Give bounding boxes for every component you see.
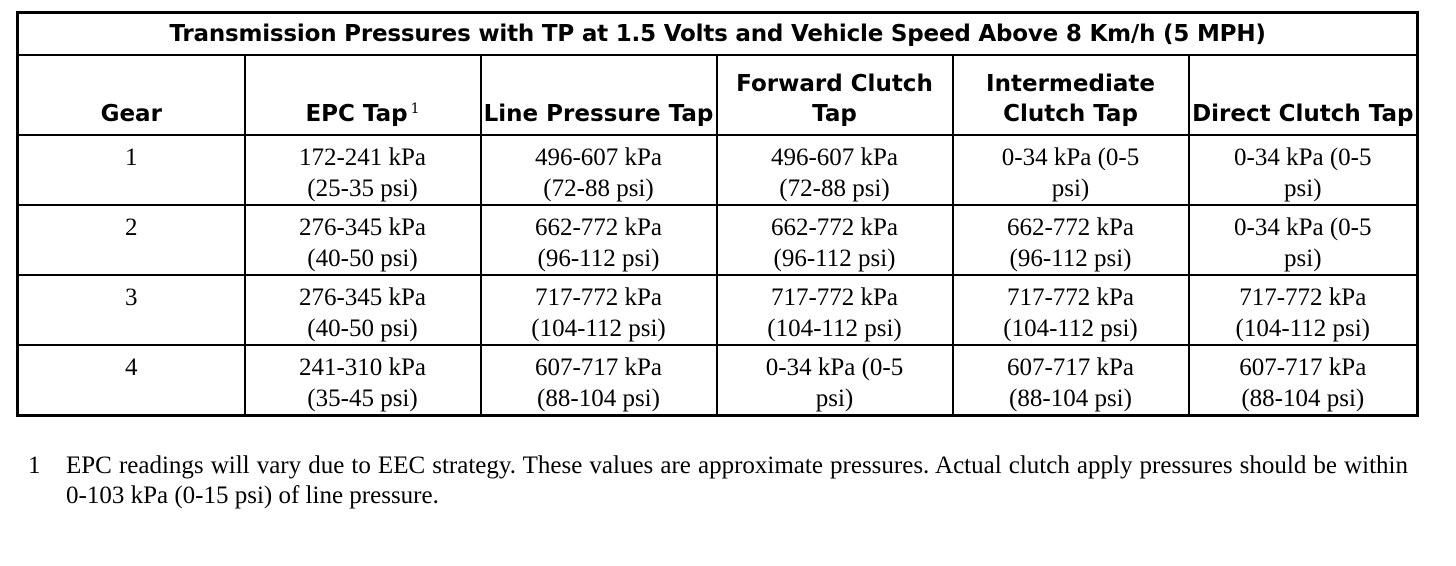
epc-cell: 172-241 kPa (25-35 psi)	[245, 135, 481, 205]
gear-cell: 2	[18, 205, 245, 275]
pressure-table-container	[16, 11, 1416, 417]
footnote-reference: 1	[410, 101, 420, 117]
forward-clutch-cell: 717-772 kPa (104-112 psi)	[717, 275, 953, 345]
transmission-pressure-table	[16, 11, 1419, 417]
table-row	[18, 345, 1418, 416]
column-header-intermediate-clutch-tap: Intermediate Clutch Tap	[953, 55, 1189, 135]
forward-clutch-cell: 496-607 kPa (72-88 psi)	[717, 135, 953, 205]
direct-clutch-cell: 0-34 kPa (0-5 psi)	[1189, 205, 1418, 275]
column-header-forward-clutch-tap: Forward Clutch Tap	[717, 55, 953, 135]
line-pressure-cell: 607-717 kPa (88-104 psi)	[481, 345, 717, 416]
intermediate-clutch-cell: 662-772 kPa (96-112 psi)	[953, 205, 1189, 275]
table-title-row	[18, 13, 1418, 56]
table-row	[18, 205, 1418, 275]
column-header-gear: Gear	[18, 55, 245, 135]
line-pressure-cell: 662-772 kPa (96-112 psi)	[481, 205, 717, 275]
table-footnote	[28, 451, 1408, 511]
intermediate-clutch-cell: 607-717 kPa (88-104 psi)	[953, 345, 1189, 416]
footnote-marker: 1	[28, 452, 41, 479]
direct-clutch-cell: 0-34 kPa (0-5 psi)	[1189, 135, 1418, 205]
line-pressure-cell: 717-772 kPa (104-112 psi)	[481, 275, 717, 345]
line-pressure-cell: 496-607 kPa (72-88 psi)	[481, 135, 717, 205]
direct-clutch-cell: 607-717 kPa (88-104 psi)	[1189, 345, 1418, 416]
intermediate-clutch-cell: 0-34 kPa (0-5 psi)	[953, 135, 1189, 205]
table-title: Transmission Pressures with TP at 1.5 Volts and Vehicle Speed Above 8 Km/h (5 MPH)	[18, 13, 1418, 56]
column-header-row	[18, 55, 1418, 135]
epc-cell: 276-345 kPa (40-50 psi)	[245, 205, 481, 275]
direct-clutch-cell: 717-772 kPa (104-112 psi)	[1189, 275, 1418, 345]
footnote-text: EPC readings will vary due to EEC strategy. These values are approximate pressures. Actual clutch apply pressures should be within 0-103 kPa (0-15 psi) of line pressure.	[66, 452, 1408, 509]
gear-cell: 1	[18, 135, 245, 205]
column-header-line-pressure-tap: Line Pressure Tap	[481, 55, 717, 135]
gear-cell: 4	[18, 345, 245, 416]
column-header-direct-clutch-tap: Direct Clutch Tap	[1189, 55, 1418, 135]
column-header-epc-tap: EPC Tap $^1$	[245, 55, 481, 135]
table-row	[18, 135, 1418, 205]
gear-cell: 3	[18, 275, 245, 345]
epc-cell: 241-310 kPa (35-45 psi)	[245, 345, 481, 416]
table-row	[18, 275, 1418, 345]
epc-cell: 276-345 kPa (40-50 psi)	[245, 275, 481, 345]
forward-clutch-cell: 662-772 kPa (96-112 psi)	[717, 205, 953, 275]
forward-clutch-cell: 0-34 kPa (0-5 psi)	[717, 345, 953, 416]
intermediate-clutch-cell: 717-772 kPa (104-112 psi)	[953, 275, 1189, 345]
